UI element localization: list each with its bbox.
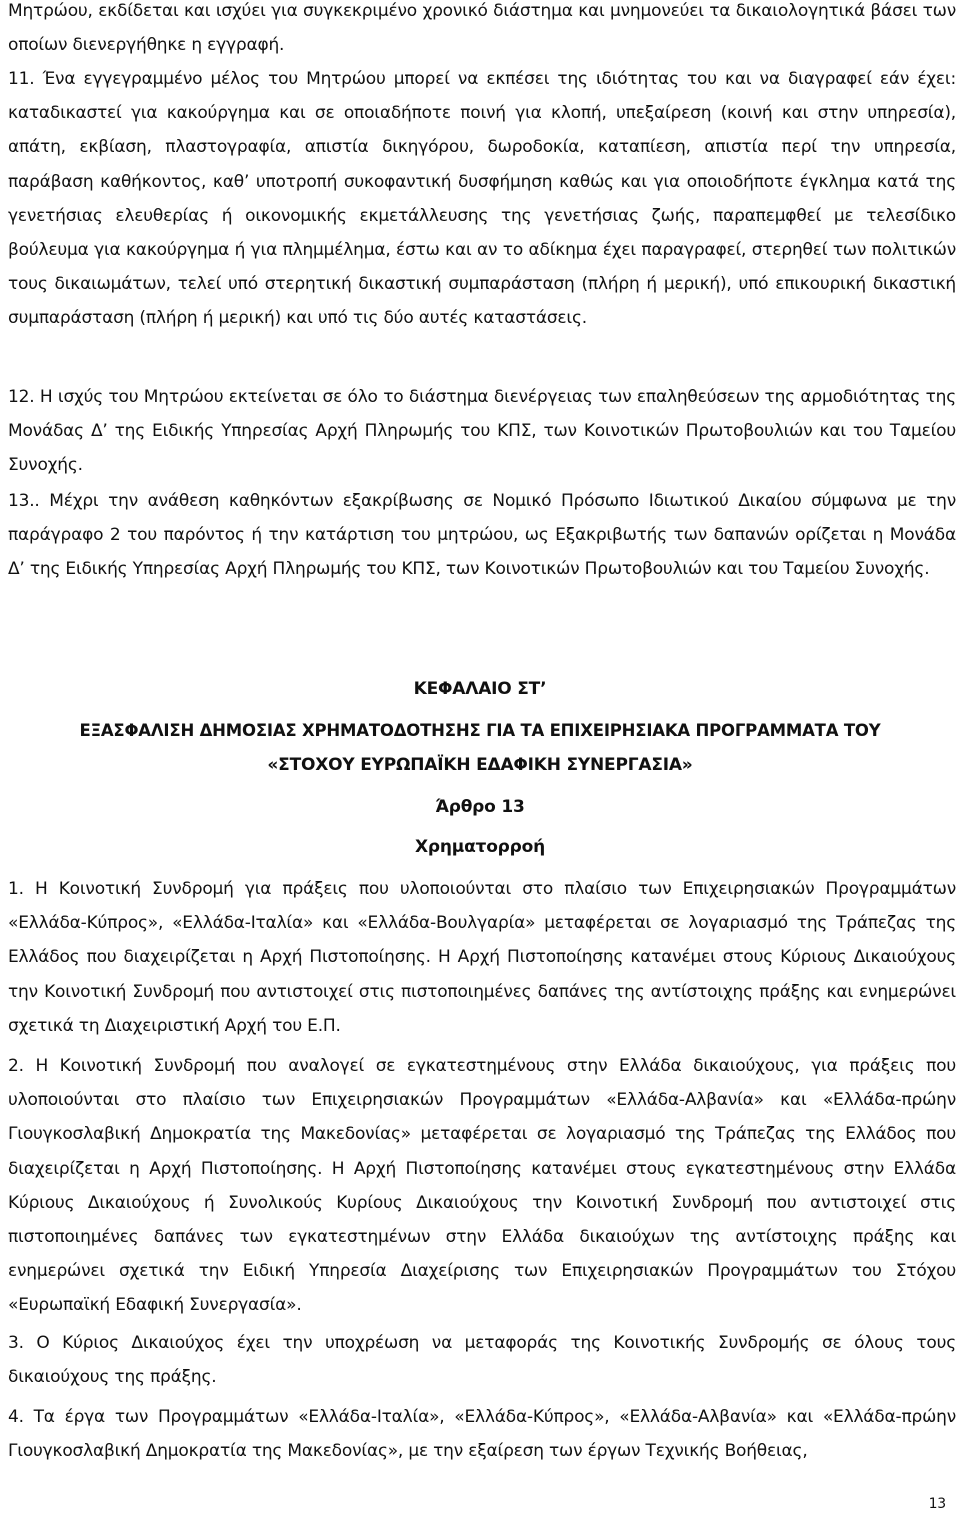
paragraph-11-removal: 11. Ένα εγγεγραμμένο μέλος του Μητρώου μπορεί να εκπέσει της ιδιότητας του και να διαγραφεί εάν έχει: καταδικαστεί για κακούργημα και σε οποιαδήποτε ποινή για κλοπή, υπεξαίρεση (κοινή και στην υπηρεσία), απάτη, εκβίαση, πλαστογραφία, απιστία δικηγόρου, δωροδοκία, καταπίεση, απιστία περί την υπηρεσία, παράβαση καθήκοντος, καθ’ υποτροπή συκοφαντική δυσφήμηση καθώς και για οποιοδήποτε έγκλημα κατά της γενετήσιας ελευθερίας ή οικονομικής εκμετάλλευσης της γενετήσιας ζωής, παραπεμφθεί με τελεσίδικο βούλευμα για κακούργημα ή για πλημμέλημα, έστω και αν το αδίκημα έχει παραγραφεί, στερηθεί των πολιτικών τους δικαιωμάτων, τελεί υπό στερητική δικαστική συμπαράσταση (πλήρη ή μερική), υπό επικουρική δικαστική συμπαράσταση (πλήρη ή μερική) και υπό τις δύο αυτές καταστάσεις. <box>8 69 956 329</box>
paragraph-article-4: 4. Τα έργα των Προγραμμάτων «Ελλάδα-Ιταλία», «Ελλάδα-Κύπρος», «Ελλάδα-Αλβανία» και «Ελλάδα-πρώην Γιουγκοσλαβική Δημοκρατία της Μακεδονίας», με την εξαίρεση των έργων Τεχνικής Βοήθειας, <box>8 1407 956 1462</box>
paragraph-12-validity: 12. Η ισχύς του Μητρώου εκτείνεται σε όλο το διάστημα διενέργειας των επαληθεύσεων της αρμοδιότητας της Μονάδας Δ’ της Ειδικής Υπηρεσίας Αρχή Πληρωμής του ΚΠΣ, των Κοινοτικών Πρωτοβουλιών και του Ταμείου Συνοχής. <box>8 387 956 476</box>
paragraph-13-verifier: 13.. Μέχρι την ανάθεση καθηκόντων εξακρίβωσης σε Νομικό Πρόσωπο Ιδιωτικού Δικαίου σύμφωνα με την παράγραφο 2 του παρόντος ή την κατάρτιση του μητρώου, ως Εξακριβωτής των δαπανών ορίζεται η Μονάδα Δ’ της Ειδικής Υπηρεσίας Αρχή Πληρωμής του ΚΠΣ, των Κοινοτικών Πρωτοβουλιών και του Ταμείου Συνοχής. <box>8 491 956 580</box>
paragraph-registry-certificate: Μητρώου, εκδίδεται και ισχύει για συγκεκριμένο χρονικό διάστημα και μνημονεύει τα δικαιολογητικά βάσει των οποίων διενεργήθηκε η εγγραφή. <box>8 1 956 56</box>
article-number: Άρθρο 13 <box>435 797 525 817</box>
chapter-subtitle-line1: ΕΞΑΣΦΑΛΙΣΗ ΔΗΜΟΣΙΑΣ ΧΡΗΜΑΤΟΔΟΤΗΣΗΣ ΓΙΑ ΤΑ ΕΠΙΧΕΙΡΗΣΙΑΚΑ ΠΡΟΓΡΑΜΜΑΤΑ ΤΟΥ <box>79 721 881 740</box>
paragraph-article-3: 3. Ο Κύριος Δικαιούχος έχει την υποχρέωση να μεταφοράς της Κοινοτικής Συνδρομής σε όλους τους δικαιούχους της πράξης. <box>8 1333 956 1388</box>
paragraph-article-2: 2. Η Κοινοτική Συνδρομή που αναλογεί σε εγκατεστημένους στην Ελλάδα δικαιούχους, για πράξεις που υλοποιούνται στο πλαίσιο των Επιχειρησιακών Προγραμμάτων «Ελλάδα-Αλβανία» και «Ελλάδα-πρώην Γιουγκοσλαβική Δημοκρατία της Μακεδονίας» μεταφέρεται σε λογαριασμό της Τράπεζας της Ελλάδος που διαχειρίζεται η Αρχή Πιστοποίησης. Η Αρχή Πιστοποίησης κατανέμει στους εγκατεστημένους στην Ελλάδα Κύριους Δικαιούχους ή Συνολικούς Κυρίους Δικαιούχους την Κοινοτική Συνδρομή που αντιστοιχεί στις πιστοποιημένες δαπάνες των εγκατεστημένων στην Ελλάδα δικαιούχων της αντίστοιχης πράξης και ενημερώνει σχετικά την Ειδική Υπηρεσία Διαχείρισης των Επιχειρησιακών Προγραμμάτων του Στόχου «Ευρωπαϊκή Εδαφική Συνεργασία». <box>8 1056 956 1316</box>
chapter-title: ΚΕΦΑΛΑΙΟ ΣΤ’ <box>413 679 547 699</box>
article-title: Χρηματορροή <box>414 837 545 857</box>
page-number: 13 <box>928 1496 946 1512</box>
paragraph-article-1: 1. Η Κοινοτική Συνδρομή για πράξεις που υλοποιούνται στο πλαίσιο των Επιχειρησιακών Προγραμμάτων «Ελλάδα-Κύπρος», «Ελλάδα-Ιταλία» και «Ελλάδα-Βουλγαρία» μεταφέρεται σε λογαριασμό της Τράπεζας της Ελλάδος που διαχειρίζεται η Αρχή Πιστοποίησης. Η Αρχή Πιστοποίησης κατανέμει στους Κύριους Δικαιούχους την Κοινοτική Συνδρομή που αντιστοιχεί στις πιστοποιημένες δαπάνες της αντίστοιχης πράξης και ενημερώνει σχετικά τη Διαχειριστική Αρχή του Ε.Π. <box>8 879 956 1036</box>
chapter-subtitle-line2: «ΣΤΟΧΟΥ ΕΥΡΩΠΑΪΚΗ ΕΔΑΦΙΚΗ ΣΥΝΕΡΓΑΣΙΑ» <box>267 755 693 775</box>
